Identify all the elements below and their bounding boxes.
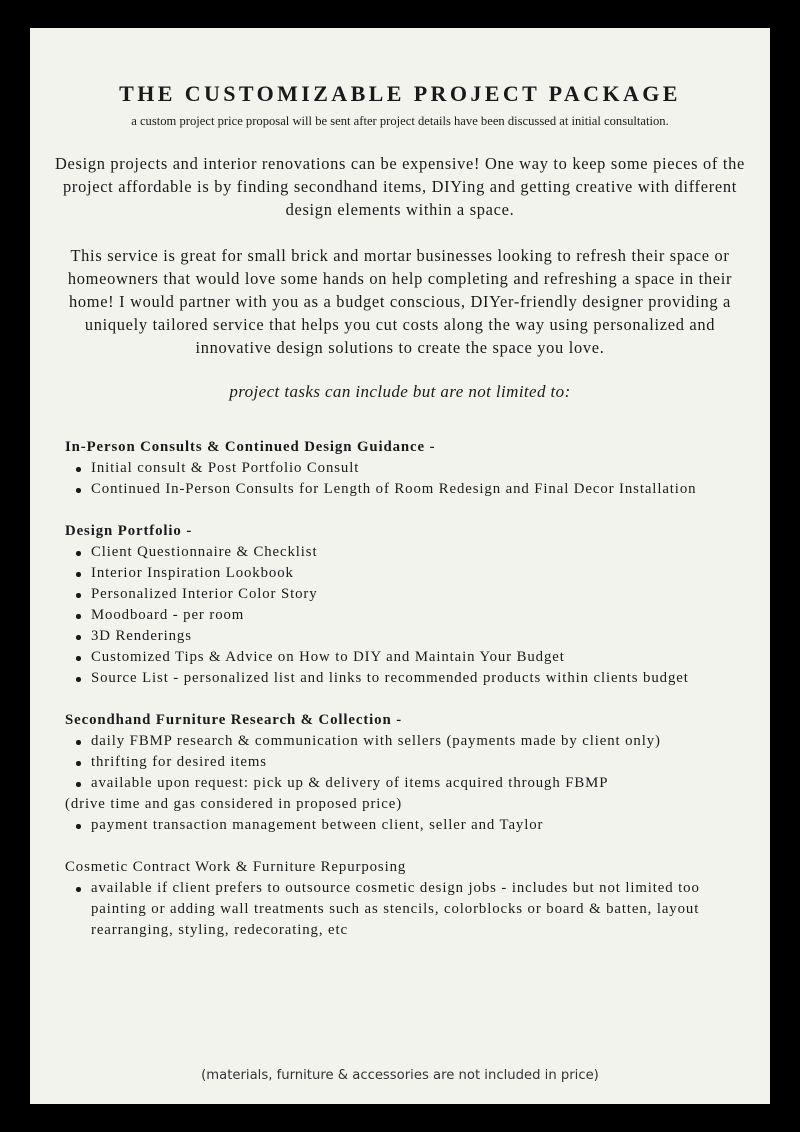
footer-note: (materials, furniture & accessories are not included in price) — [201, 1068, 599, 1083]
intro-paragraph: This service is great for small brick and mortar businesses looking to refresh their space or homeowners that would love some hands on help completing and refreshing a space in their home! I would partner with you as a budget conscious, DIYer-friendly designer providing a uniquely tailored service that helps you cut costs along the way using personalized and innovative design solutions to create the space you love. — [67, 246, 733, 357]
list-item: daily FBMP research & communication with sellers (payments made by client only) — [65, 731, 745, 752]
bullet-list — [65, 878, 745, 941]
section-secondhand-furniture — [65, 710, 745, 836]
list-item: available upon request: pick up & delivery of items acquired through FBMP — [65, 773, 745, 794]
list-item: Interior Inspiration Lookbook — [65, 563, 745, 584]
task-sections — [65, 437, 745, 941]
bullet-list — [65, 815, 745, 836]
bullet-list — [65, 542, 745, 689]
list-item: Source List - personalized list and links to recommended products within clients budget — [65, 668, 745, 689]
page-subtitle: a custom project price proposal will be sent after project details have been discussed at initial consultation. — [131, 114, 669, 128]
section-cosmetic-contract — [65, 857, 745, 941]
list-item: available if client prefers to outsource cosmetic design jobs - includes but not limited too painting or adding wall treatments such as stencils, colorblocks or board & batten, layout rearranging, styling, redecorating, etc — [65, 878, 745, 941]
list-item: thrifting for desired items — [65, 752, 745, 773]
intro-text — [50, 152, 750, 359]
tasks-lead: project tasks can include but are not limited to: — [229, 382, 571, 401]
list-item: Client Questionnaire & Checklist — [65, 542, 745, 563]
list-item: Initial consult & Post Portfolio Consult — [65, 458, 745, 479]
section-consults — [65, 437, 745, 500]
page-title: THE CUSTOMIZABLE PROJECT PACKAGE — [119, 81, 681, 106]
bullet-list — [65, 731, 745, 794]
section-heading: In-Person Consults & Continued Design Guidance - — [65, 439, 436, 455]
list-item: Continued In-Person Consults for Length of Room Redesign and Final Decor Installation — [65, 479, 745, 500]
section-heading: Secondhand Furniture Research & Collection - — [65, 712, 403, 728]
list-item: Customized Tips & Advice on How to DIY and Maintain Your Budget — [65, 647, 745, 668]
section-note: (drive time and gas considered in proposed price) — [65, 796, 403, 812]
intro-paragraph: Design projects and interior renovations can be expensive! One way to keep some pieces of the project affordable is by finding secondhand items, DIYing and getting creative with different design elements within a space. — [54, 154, 745, 219]
section-heading: Design Portfolio - — [65, 523, 193, 539]
list-item: payment transaction management between client, seller and Taylor — [65, 815, 745, 836]
section-heading: Cosmetic Contract Work & Furniture Repurposing — [65, 859, 407, 875]
bullet-list — [65, 458, 745, 500]
list-item: Moodboard - per room — [65, 605, 745, 626]
document-page — [30, 28, 770, 1104]
section-design-portfolio — [65, 521, 745, 689]
list-item: 3D Renderings — [65, 626, 745, 647]
list-item: Personalized Interior Color Story — [65, 584, 745, 605]
